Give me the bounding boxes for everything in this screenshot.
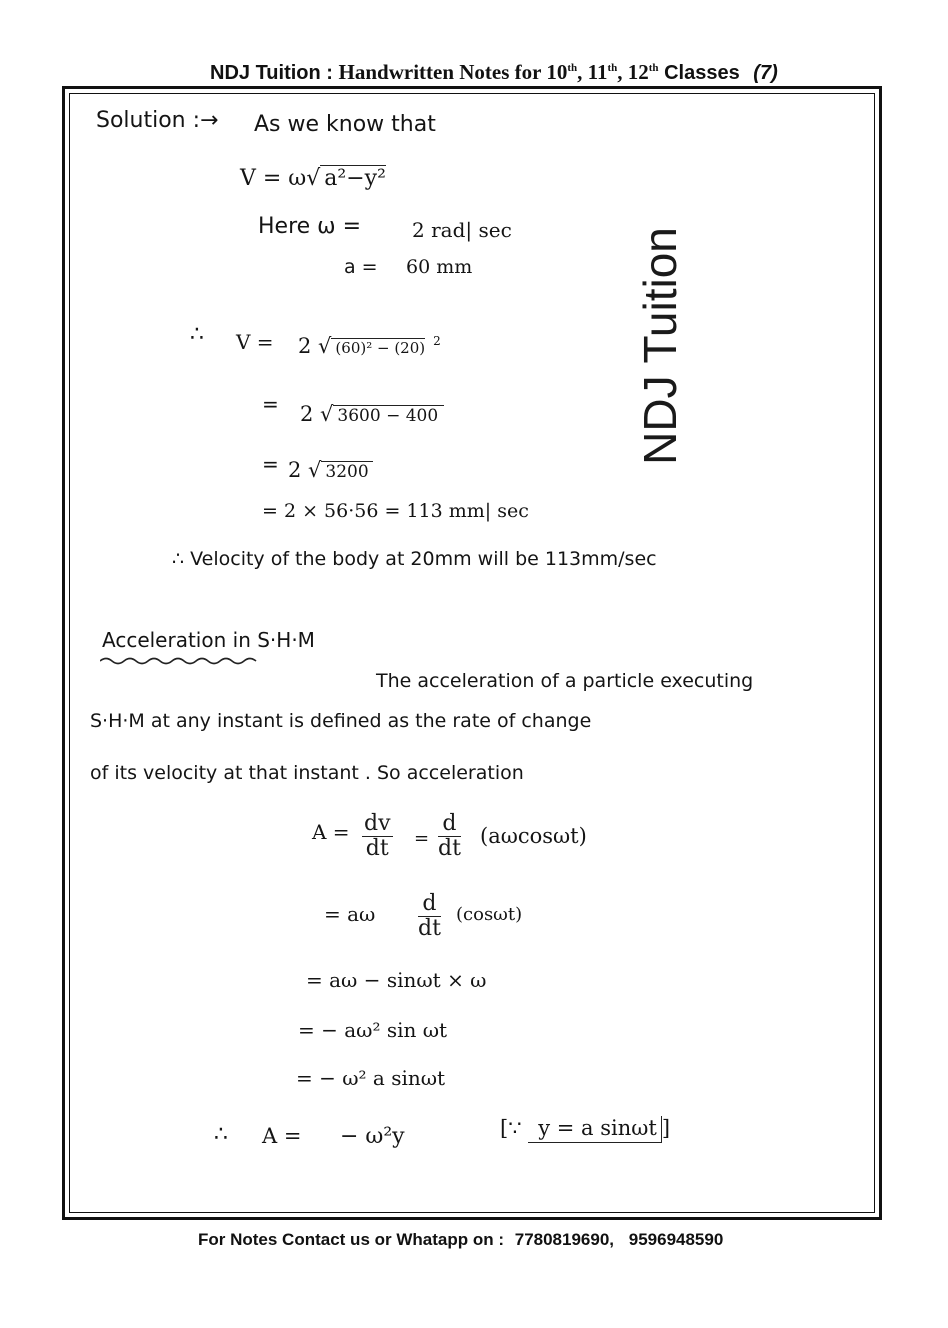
solution-label: Solution :→ (96, 108, 219, 133)
a-value: 60 mm (406, 256, 473, 278)
footer-contact (198, 1230, 723, 1250)
eq4: = − aω² sin ωt (298, 1018, 448, 1042)
formula-velocity: V = ω√ a²−y² (240, 166, 386, 191)
definition-line-2: S·H·M at any instant is defined as the rate of change (90, 710, 592, 732)
eq1-fraction-d-dt: $\frac{d}{dt}$ (438, 811, 461, 861)
eq1-equals: = (414, 828, 430, 849)
step3-expression: 2 √ 3200 (288, 458, 373, 482)
watermark: NDJ Tuition (634, 227, 686, 465)
eq5: = − ω² a sinωt (296, 1066, 446, 1090)
header-text: Handwritten Notes for 10th, 11th, 12th (338, 60, 659, 84)
page-number: (7) (753, 62, 778, 84)
eq1-lhs: A = (312, 820, 350, 844)
definition-line-3: of its velocity at that instant . So acceleration (90, 762, 524, 784)
step3-equals: = (262, 452, 279, 476)
header-brand: NDJ Tuition : (210, 62, 333, 84)
eq3: = aω − sinωt × ω (306, 968, 487, 992)
step2-expression: 2 √ 3600 − 400 (300, 402, 444, 426)
definition-line-1: The acceleration of a particle executing (376, 670, 754, 692)
final-rhs: − ω²y (340, 1124, 405, 1149)
eq2-rhs: (cosωt) (456, 904, 523, 925)
step1-lhs: V = (236, 330, 274, 354)
a-label: a = (344, 256, 378, 278)
here-omega-label: Here ω = (258, 214, 362, 239)
acceleration-heading: Acceleration in S·H·M (102, 628, 315, 652)
velocity-conclusion: ∴ Velocity of the body at 20mm will be 113mm/sec (172, 548, 657, 570)
footer-phone-2: 9596948590 (628, 1230, 724, 1249)
footer-label: For Notes Contact us or Whatapp on : (198, 1230, 504, 1249)
step4-result: = 2 × 56·56 = 113 mm| sec (262, 500, 529, 522)
eq2-lhs: = aω (324, 902, 376, 926)
header-classes: Classes (664, 62, 740, 84)
eq1-rhs: (aωcosωt) (480, 824, 587, 848)
eq2-fraction-d-dt: $\frac{d}{dt}$ (418, 891, 441, 941)
footer-phone-1: 7780819690, (514, 1230, 615, 1249)
omega-value: 2 rad| sec (412, 218, 512, 242)
step1-expression: 2 √ (60)² − (20) $^2$ (298, 334, 441, 358)
page-header (210, 60, 890, 88)
heading-underline (100, 656, 360, 666)
step2-equals: = (262, 392, 279, 416)
therefore-symbol-1: ∴ (190, 322, 204, 347)
therefore-symbol-2: ∴ (214, 1122, 228, 1147)
identity-note: [∵ y = a sinωt ] (500, 1116, 670, 1140)
eq1-fraction-dv-dt: $\frac{dv}{dt}$ (364, 811, 391, 861)
solution-intro: As we know that (254, 112, 436, 137)
final-lhs: A = (262, 1124, 302, 1148)
